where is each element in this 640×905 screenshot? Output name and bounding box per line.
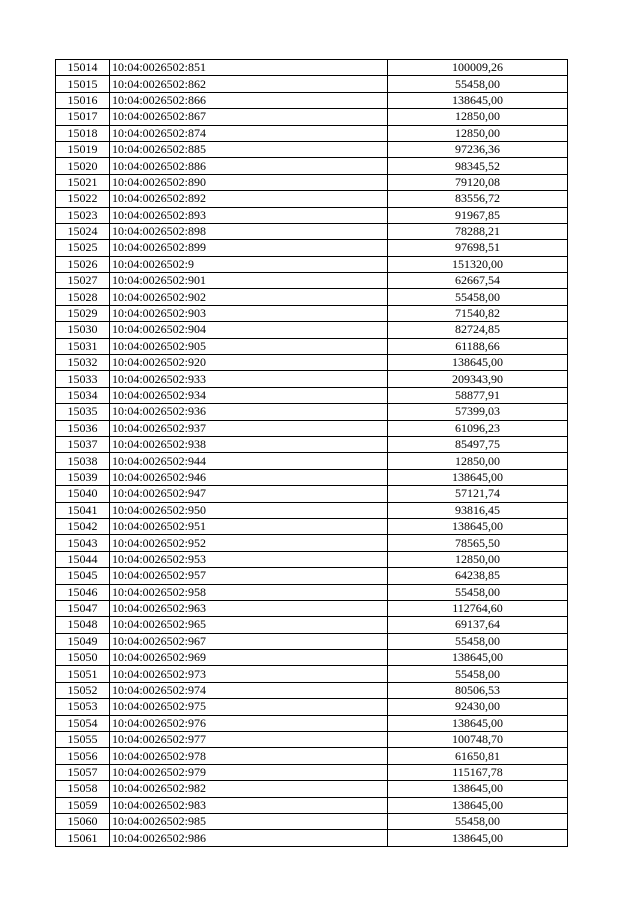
row-number-cell: 15048 <box>56 617 110 633</box>
table-row <box>56 764 568 780</box>
cadastral-number-cell: 10:04:0026502:866 <box>110 92 388 108</box>
cadastral-value-cell: 85497,75 <box>388 436 568 452</box>
row-number-cell: 15032 <box>56 355 110 371</box>
row-number-cell: 15060 <box>56 813 110 829</box>
cadastral-value-cell: 100009,26 <box>388 60 568 76</box>
table-row <box>56 535 568 551</box>
table-row <box>56 436 568 452</box>
row-number-cell: 15024 <box>56 223 110 239</box>
cadastral-value-table <box>55 59 568 847</box>
table-row <box>56 207 568 223</box>
table-row <box>56 732 568 748</box>
cadastral-number-cell: 10:04:0026502:937 <box>110 420 388 436</box>
cadastral-number-cell: 10:04:0026502:947 <box>110 486 388 502</box>
cadastral-number-cell: 10:04:0026502:886 <box>110 158 388 174</box>
table-row <box>56 338 568 354</box>
table-body <box>56 60 568 847</box>
cadastral-number-cell: 10:04:0026502:967 <box>110 633 388 649</box>
table-row <box>56 256 568 272</box>
cadastral-number-cell: 10:04:0026502:976 <box>110 715 388 731</box>
row-number-cell: 15018 <box>56 125 110 141</box>
cadastral-number-cell: 10:04:0026502:963 <box>110 600 388 616</box>
cadastral-value-cell: 55458,00 <box>388 289 568 305</box>
table-row <box>56 715 568 731</box>
row-number-cell: 15046 <box>56 584 110 600</box>
table-row <box>56 666 568 682</box>
table-row <box>56 141 568 157</box>
cadastral-number-cell: 10:04:0026502:969 <box>110 650 388 666</box>
cadastral-number-cell: 10:04:0026502:9 <box>110 256 388 272</box>
cadastral-number-cell: 10:04:0026502:957 <box>110 568 388 584</box>
row-number-cell: 15033 <box>56 371 110 387</box>
table-row <box>56 813 568 829</box>
cadastral-number-cell: 10:04:0026502:890 <box>110 174 388 190</box>
row-number-cell: 15042 <box>56 518 110 534</box>
row-number-cell: 15035 <box>56 404 110 420</box>
cadastral-value-cell: 138645,00 <box>388 650 568 666</box>
row-number-cell: 15015 <box>56 76 110 92</box>
table-row <box>56 387 568 403</box>
cadastral-value-cell: 151320,00 <box>388 256 568 272</box>
cadastral-number-cell: 10:04:0026502:975 <box>110 699 388 715</box>
row-number-cell: 15025 <box>56 240 110 256</box>
cadastral-value-cell: 115167,78 <box>388 764 568 780</box>
cadastral-number-cell: 10:04:0026502:920 <box>110 355 388 371</box>
table-row <box>56 682 568 698</box>
table-row <box>56 699 568 715</box>
table-row <box>56 748 568 764</box>
cadastral-value-cell: 61188,66 <box>388 338 568 354</box>
cadastral-number-cell: 10:04:0026502:974 <box>110 682 388 698</box>
cadastral-number-cell: 10:04:0026502:977 <box>110 732 388 748</box>
cadastral-value-cell: 138645,00 <box>388 92 568 108</box>
table-row <box>56 600 568 616</box>
cadastral-number-cell: 10:04:0026502:905 <box>110 338 388 354</box>
row-number-cell: 15020 <box>56 158 110 174</box>
cadastral-number-cell: 10:04:0026502:953 <box>110 551 388 567</box>
table-row <box>56 830 568 846</box>
cadastral-number-cell: 10:04:0026502:933 <box>110 371 388 387</box>
cadastral-number-cell: 10:04:0026502:973 <box>110 666 388 682</box>
table-row <box>56 371 568 387</box>
cadastral-number-cell: 10:04:0026502:944 <box>110 453 388 469</box>
cadastral-value-cell: 78288,21 <box>388 223 568 239</box>
cadastral-value-cell: 112764,60 <box>388 600 568 616</box>
cadastral-number-cell: 10:04:0026502:904 <box>110 322 388 338</box>
cadastral-value-cell: 91967,85 <box>388 207 568 223</box>
cadastral-value-cell: 12850,00 <box>388 125 568 141</box>
cadastral-value-cell: 55458,00 <box>388 76 568 92</box>
table-row <box>56 174 568 190</box>
cadastral-value-cell: 55458,00 <box>388 666 568 682</box>
cadastral-number-cell: 10:04:0026502:902 <box>110 289 388 305</box>
cadastral-number-cell: 10:04:0026502:899 <box>110 240 388 256</box>
cadastral-value-cell: 83556,72 <box>388 191 568 207</box>
cadastral-value-cell: 98345,52 <box>388 158 568 174</box>
cadastral-number-cell: 10:04:0026502:874 <box>110 125 388 141</box>
cadastral-value-cell: 97698,51 <box>388 240 568 256</box>
table-row <box>56 781 568 797</box>
cadastral-number-cell: 10:04:0026502:893 <box>110 207 388 223</box>
cadastral-value-cell: 69137,64 <box>388 617 568 633</box>
table-row <box>56 617 568 633</box>
row-number-cell: 15017 <box>56 109 110 125</box>
table-row <box>56 469 568 485</box>
row-number-cell: 15038 <box>56 453 110 469</box>
cadastral-value-cell: 71540,82 <box>388 305 568 321</box>
row-number-cell: 15059 <box>56 797 110 813</box>
table-row <box>56 289 568 305</box>
table-row <box>56 223 568 239</box>
row-number-cell: 15021 <box>56 174 110 190</box>
table-row <box>56 404 568 420</box>
row-number-cell: 15053 <box>56 699 110 715</box>
cadastral-value-cell: 97236,36 <box>388 141 568 157</box>
cadastral-number-cell: 10:04:0026502:867 <box>110 109 388 125</box>
cadastral-value-cell: 58877,91 <box>388 387 568 403</box>
cadastral-value-cell: 92430,00 <box>388 699 568 715</box>
cadastral-number-cell: 10:04:0026502:903 <box>110 305 388 321</box>
row-number-cell: 15043 <box>56 535 110 551</box>
row-number-cell: 15029 <box>56 305 110 321</box>
cadastral-value-cell: 12850,00 <box>388 453 568 469</box>
cadastral-value-cell: 57399,03 <box>388 404 568 420</box>
row-number-cell: 15047 <box>56 600 110 616</box>
table-row <box>56 650 568 666</box>
row-number-cell: 15023 <box>56 207 110 223</box>
cadastral-value-cell: 62667,54 <box>388 273 568 289</box>
cadastral-number-cell: 10:04:0026502:986 <box>110 830 388 846</box>
row-number-cell: 15052 <box>56 682 110 698</box>
cadastral-number-cell: 10:04:0026502:985 <box>110 813 388 829</box>
cadastral-value-cell: 55458,00 <box>388 633 568 649</box>
table-row <box>56 584 568 600</box>
row-number-cell: 15056 <box>56 748 110 764</box>
table-row <box>56 420 568 436</box>
row-number-cell: 15014 <box>56 60 110 76</box>
table-row <box>56 502 568 518</box>
cadastral-number-cell: 10:04:0026502:898 <box>110 223 388 239</box>
row-number-cell: 15030 <box>56 322 110 338</box>
row-number-cell: 15036 <box>56 420 110 436</box>
cadastral-number-cell: 10:04:0026502:934 <box>110 387 388 403</box>
table-row <box>56 486 568 502</box>
cadastral-number-cell: 10:04:0026502:950 <box>110 502 388 518</box>
cadastral-value-cell: 55458,00 <box>388 584 568 600</box>
cadastral-number-cell: 10:04:0026502:885 <box>110 141 388 157</box>
table-row <box>56 453 568 469</box>
cadastral-value-cell: 138645,00 <box>388 830 568 846</box>
cadastral-value-cell: 209343,90 <box>388 371 568 387</box>
cadastral-number-cell: 10:04:0026502:951 <box>110 518 388 534</box>
cadastral-value-cell: 55458,00 <box>388 813 568 829</box>
cadastral-number-cell: 10:04:0026502:862 <box>110 76 388 92</box>
row-number-cell: 15040 <box>56 486 110 502</box>
table-row <box>56 305 568 321</box>
row-number-cell: 15055 <box>56 732 110 748</box>
table-row <box>56 92 568 108</box>
table-row <box>56 240 568 256</box>
cadastral-value-cell: 80506,53 <box>388 682 568 698</box>
row-number-cell: 15041 <box>56 502 110 518</box>
table-row <box>56 568 568 584</box>
cadastral-value-cell: 138645,00 <box>388 797 568 813</box>
cadastral-number-cell: 10:04:0026502:978 <box>110 748 388 764</box>
cadastral-value-cell: 93816,45 <box>388 502 568 518</box>
cadastral-value-cell: 138645,00 <box>388 781 568 797</box>
table-row <box>56 355 568 371</box>
table-row <box>56 125 568 141</box>
table-row <box>56 518 568 534</box>
row-number-cell: 15037 <box>56 436 110 452</box>
row-number-cell: 15027 <box>56 273 110 289</box>
row-number-cell: 15031 <box>56 338 110 354</box>
row-number-cell: 15022 <box>56 191 110 207</box>
cadastral-value-cell: 12850,00 <box>388 109 568 125</box>
table-row <box>56 273 568 289</box>
row-number-cell: 15045 <box>56 568 110 584</box>
row-number-cell: 15034 <box>56 387 110 403</box>
cadastral-value-cell: 12850,00 <box>388 551 568 567</box>
cadastral-value-cell: 138645,00 <box>388 715 568 731</box>
table-row <box>56 76 568 92</box>
cadastral-value-cell: 82724,85 <box>388 322 568 338</box>
cadastral-number-cell: 10:04:0026502:851 <box>110 60 388 76</box>
row-number-cell: 15016 <box>56 92 110 108</box>
cadastral-value-cell: 78565,50 <box>388 535 568 551</box>
table-row <box>56 109 568 125</box>
row-number-cell: 15061 <box>56 830 110 846</box>
row-number-cell: 15058 <box>56 781 110 797</box>
row-number-cell: 15051 <box>56 666 110 682</box>
table-row <box>56 322 568 338</box>
table-row <box>56 191 568 207</box>
cadastral-number-cell: 10:04:0026502:892 <box>110 191 388 207</box>
row-number-cell: 15050 <box>56 650 110 666</box>
cadastral-value-cell: 138645,00 <box>388 518 568 534</box>
row-number-cell: 15049 <box>56 633 110 649</box>
cadastral-number-cell: 10:04:0026502:983 <box>110 797 388 813</box>
row-number-cell: 15044 <box>56 551 110 567</box>
table-row <box>56 551 568 567</box>
row-number-cell: 15039 <box>56 469 110 485</box>
cadastral-value-cell: 64238,85 <box>388 568 568 584</box>
row-number-cell: 15054 <box>56 715 110 731</box>
table-row <box>56 797 568 813</box>
cadastral-number-cell: 10:04:0026502:952 <box>110 535 388 551</box>
row-number-cell: 15019 <box>56 141 110 157</box>
cadastral-number-cell: 10:04:0026502:936 <box>110 404 388 420</box>
table-row <box>56 633 568 649</box>
cadastral-number-cell: 10:04:0026502:946 <box>110 469 388 485</box>
cadastral-number-cell: 10:04:0026502:982 <box>110 781 388 797</box>
table-row <box>56 60 568 76</box>
cadastral-number-cell: 10:04:0026502:901 <box>110 273 388 289</box>
cadastral-value-cell: 61650,81 <box>388 748 568 764</box>
row-number-cell: 15028 <box>56 289 110 305</box>
cadastral-number-cell: 10:04:0026502:979 <box>110 764 388 780</box>
cadastral-value-cell: 138645,00 <box>388 355 568 371</box>
cadastral-number-cell: 10:04:0026502:958 <box>110 584 388 600</box>
cadastral-number-cell: 10:04:0026502:965 <box>110 617 388 633</box>
cadastral-value-cell: 57121,74 <box>388 486 568 502</box>
table-row <box>56 158 568 174</box>
row-number-cell: 15026 <box>56 256 110 272</box>
cadastral-value-cell: 61096,23 <box>388 420 568 436</box>
cadastral-value-cell: 79120,08 <box>388 174 568 190</box>
cadastral-value-cell: 100748,70 <box>388 732 568 748</box>
cadastral-number-cell: 10:04:0026502:938 <box>110 436 388 452</box>
row-number-cell: 15057 <box>56 764 110 780</box>
cadastral-value-cell: 138645,00 <box>388 469 568 485</box>
